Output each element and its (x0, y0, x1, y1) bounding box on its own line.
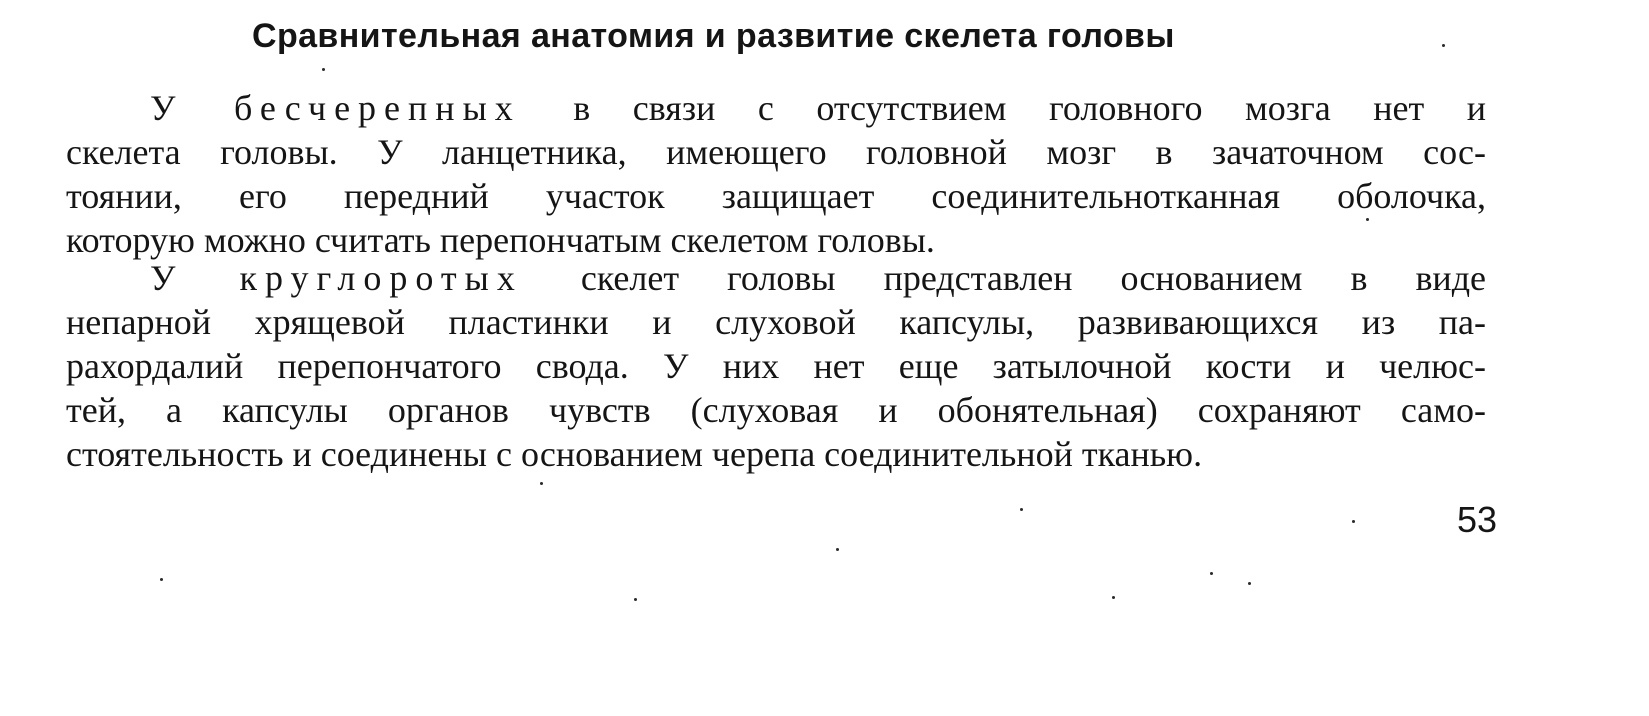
emphasized-term: У бесчерепных (150, 88, 521, 128)
scan-speck (1248, 582, 1251, 585)
scan-speck (540, 482, 543, 485)
scan-speck (1210, 572, 1213, 575)
scan-speck (1442, 44, 1445, 47)
text-line: тоянии, его передний участок защищает соединительнотканная оболочка, (66, 176, 1486, 216)
line-text: скелет головы представлен основанием в виде (580, 258, 1486, 298)
scan-speck (836, 548, 839, 551)
text-line: которую можно считать перепончатым скелетом головы. (66, 220, 935, 260)
line-text: в связи с отсутствием головного мозга нет и (573, 88, 1486, 128)
scan-speck (1366, 218, 1369, 221)
page-number: 53 (1456, 499, 1497, 540)
scan-speck (322, 68, 325, 71)
text-line: тей, а капсулы органов чувств (слуховая и обонятельная) сохраняют само- (66, 390, 1486, 430)
scan-speck (1020, 508, 1023, 511)
section-heading: Сравнительная анатомия и развитие скелета головы (252, 17, 1175, 55)
scan-speck (160, 578, 163, 581)
emphasized-term: У круглоротых (150, 258, 523, 298)
text-line: скелета головы. У ланцетника, имеющего головной мозг в зачаточном сос- (66, 132, 1486, 172)
scan-speck (1112, 596, 1115, 599)
text-line: стоятельность и соединены с основанием черепа соединительной тканью. (66, 434, 1203, 474)
text-line: непарной хрящевой пластинки и слуховой капсулы, развивающихся из па- (66, 302, 1486, 342)
text-line: рахордалий перепончатого свода. У них нет еще затылочной кости и челюс- (66, 346, 1486, 386)
scan-speck (634, 598, 637, 601)
text-line (66, 256, 1486, 300)
scan-speck (1352, 520, 1355, 523)
paragraph-cyclostomes (66, 256, 1486, 476)
paragraph-acrania (66, 86, 1486, 262)
text-line (66, 86, 1486, 130)
